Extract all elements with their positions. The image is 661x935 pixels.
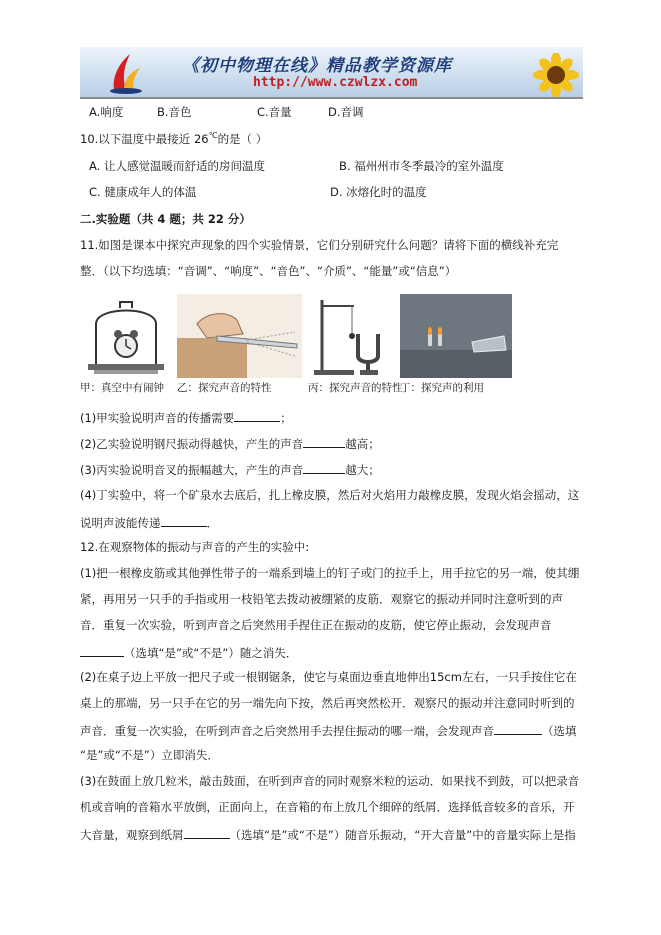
header-banner xyxy=(80,47,583,99)
figure-candle-flame xyxy=(400,294,512,378)
figure-tuning-fork xyxy=(308,294,396,378)
q12-p1-line4-text: （选填“是”或“不是”）随之消失． xyxy=(124,646,298,660)
banner-url: http://www.czwlzx.com xyxy=(253,75,418,90)
q10-stem-before: 10.以下温度中最接近 26 xyxy=(80,132,209,146)
q12-p2-line4: “是”或“不是”）立即消失． xyxy=(80,748,219,762)
figure-caption-jia: 甲：真空中有闹钟 xyxy=(80,382,164,394)
figure-ruler-vibration xyxy=(177,294,302,378)
q10-degree-sign: ℃ xyxy=(208,131,218,140)
q11-sub3-end: 越大； xyxy=(345,463,380,477)
q11-sub3-text: (3)丙实验说明音叉的振幅越大，产生的声音 xyxy=(80,463,304,477)
answer-blank[interactable] xyxy=(234,409,280,422)
q12-p3-line2: 机或音响的音箱水平放倒，正面向上，在音箱的布上放几个细碎的纸屑．选择低音较多的音乐，开 xyxy=(80,800,575,814)
q11-sub2-text: (2)乙实验说明钢尺振动得越快，产生的声音 xyxy=(80,437,304,451)
q9-option-a: A.响度 xyxy=(89,105,124,119)
answer-blank[interactable] xyxy=(303,461,345,474)
q12-p3-line3-end: （选填“是”或“不是”）随音乐振动，“开大音量”中的音量实际上是指 xyxy=(229,828,576,842)
q12-p1-line4 xyxy=(80,644,297,660)
q11-sub3 xyxy=(80,461,380,477)
q9-option-c: C.音量 xyxy=(257,105,292,119)
q12-p2-line3-text: 声音．重复一次实验，在听到声音之后突然用手去捏住振动的哪一端，会发现声音 xyxy=(80,724,494,738)
site-logo-icon xyxy=(108,50,144,94)
q11-sub1-text: (1)甲实验说明声音的传播需要 xyxy=(80,411,235,425)
q10-stem xyxy=(80,132,267,148)
q11-sub1-end: ； xyxy=(280,411,292,425)
answer-blank[interactable] xyxy=(184,826,230,839)
section-heading: 二.实验题（共 4 题；共 22 分） xyxy=(80,212,251,226)
q12-p1-line2: 紧，再用另一只手的手指或用一枝铅笔去拨动被绷紧的皮筋．观察它的振动并同时注意听到的声 xyxy=(80,592,563,606)
figure-caption-ding: 丁：探究声的利用 xyxy=(400,382,484,394)
q12-p1-line1: (1)把一根橡皮筋或其他弹性带子的一端系到墙上的钉子或门的拉手上，用手拉它的另一端，使其绷 xyxy=(80,566,580,580)
q12-stem: 12.在观察物体的振动与声音的产生的实验中: xyxy=(80,540,310,554)
q10-option-b: B. 福州州市冬季最冷的室外温度 xyxy=(339,159,504,173)
q11-stem-line2: 整．（以下均选填：“音调”、“响度”、“音色”、“介质”、“能量”或“信息”） xyxy=(80,264,457,278)
figure-caption-yi: 乙：探究声音的特性 xyxy=(177,382,272,394)
q11-sub1 xyxy=(80,409,292,425)
q11-sub4-line2 xyxy=(80,514,218,530)
figure-bell-jar xyxy=(80,294,172,378)
banner-title: 《初中物理在线》精品教学资源库 xyxy=(182,56,452,76)
q12-p2-line3 xyxy=(80,722,577,738)
q12-p2-line1: (2)在桌子边上平放一把尺子或一根钢锯条，使它与桌面边垂直地伸出15cm左右，一只手按住它在 xyxy=(80,670,577,684)
q11-sub4-end: ． xyxy=(206,516,218,530)
q12-p2-line3-end: （选填 xyxy=(542,724,577,738)
q12-p2-line2: 桌上的那端，另一只手在它的另一端先向下按，然后再突然松开．观察尺的振动并注意同时听到的 xyxy=(80,696,575,710)
q10-option-a: A. 让人感觉温暖而舒适的房间温度 xyxy=(89,159,265,173)
q12-p3-line1: (3)在鼓面上放几粒米，敲击鼓面，在听到声音的同时观察米粒的运动．如果找不到鼓，可以把录音 xyxy=(80,774,580,788)
q11-sub2 xyxy=(80,435,380,451)
q10-stem-after: 的是（ ） xyxy=(217,132,268,146)
q12-p3-line3 xyxy=(80,826,576,842)
q9-option-d: D.音调 xyxy=(328,105,364,119)
answer-blank[interactable] xyxy=(494,722,542,735)
figure-caption-bing: 丙：探究声音的特性 xyxy=(308,382,403,394)
q12-p3-line3-text: 大音量，观察到纸屑 xyxy=(80,828,184,842)
answer-blank[interactable] xyxy=(161,514,207,527)
q11-sub2-end: 越高； xyxy=(345,437,380,451)
q9-option-b: B.音色 xyxy=(157,105,192,119)
answer-blank[interactable] xyxy=(80,644,124,657)
sunflower-icon xyxy=(528,53,583,97)
q11-sub4-text: 说明声波能传递 xyxy=(80,516,161,530)
q10-option-c: C. 健康成年人的体温 xyxy=(89,185,197,199)
q11-sub4-line1: (4)丁实验中，将一个矿泉水去底后，扎上橡皮膜，然后对火焰用力敲橡皮膜，发现火焰会摇动，这 xyxy=(80,488,580,502)
answer-blank[interactable] xyxy=(303,435,345,448)
q10-option-d: D. 冰熔化时的温度 xyxy=(330,185,427,199)
q12-p1-line3: 音．重复一次实验，听到声音之后突然用手捏住正在振动的皮筋，使它停止振动，会发现声音 xyxy=(80,618,552,632)
q11-stem-line1: 11.如图是课本中探究声现象的四个实验情景，它们分别研究什么问题？请将下面的横线补充完 xyxy=(80,238,559,252)
